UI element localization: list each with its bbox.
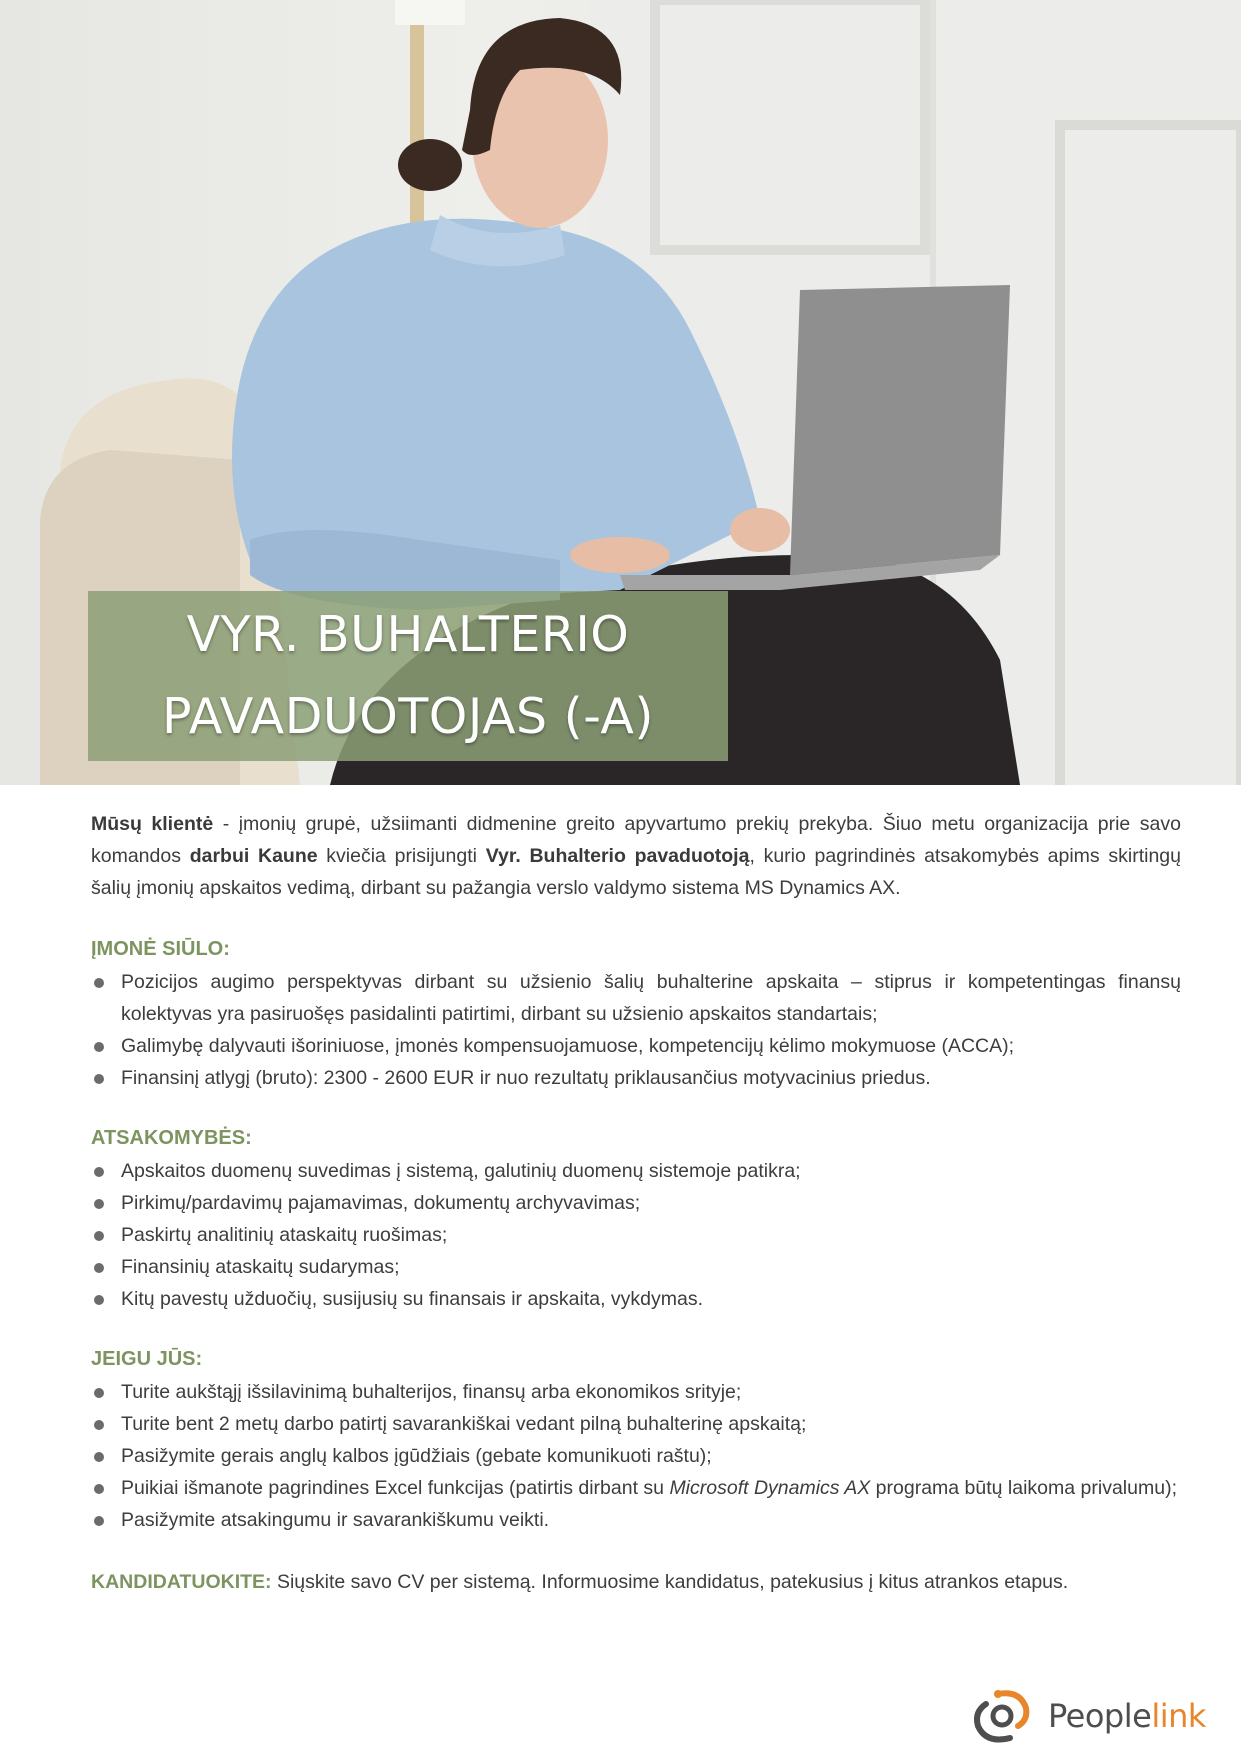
list-item-excel <box>91 1472 1181 1504</box>
excel-text-post: programa būtų laikoma privalumu); <box>870 1477 1177 1499</box>
logo-text-people: People <box>1048 1697 1152 1735</box>
job-title-line1: VYR. BUHALTERIO <box>186 606 630 663</box>
offer-heading: ĮMONĖ SIŪLO: <box>91 938 230 960</box>
list-item: Turite aukštąjį išsilavinimą buhalterijos, finansų arba ekonomikos srityje; <box>91 1376 1181 1408</box>
logo-text-link: link <box>1151 1697 1206 1735</box>
intro-position-bold: Vyr. Buhalterio pavaduotoją <box>485 845 750 867</box>
intro-paragraph <box>91 808 1181 904</box>
peoplelink-logo-icon <box>968 1686 1038 1746</box>
apply-text: Siųskite savo CV per sistemą. Informuosime kandidatus, patekusius į kitus atrankos etapus. <box>271 1571 1069 1593</box>
offer-list <box>91 966 1181 1094</box>
intro-client-bold: Mūsų klientė <box>91 813 214 835</box>
job-title-box <box>88 591 728 761</box>
duties-heading: ATSAKOMYBĖS: <box>91 1127 252 1149</box>
intro-text-1: - įmonių grupė, užsiimanti didmenine greito apyvartumo prekių prekyba. Šiuo metu organizacija prie savo komandos <box>91 813 1181 867</box>
intro-text-3: , kurio pagrindinės atsakomybės apims skirtingų šalių įmonių apskaitos vedimą, dirbant su pažangia verslo valdymo sistema MS Dynamics AX. <box>91 845 1181 899</box>
apply-label: KANDIDATUOKITE: <box>91 1571 272 1593</box>
list-item: Pirkimų/pardavimų pajamavimas, dokumentų archyvavimas; <box>91 1187 1181 1219</box>
list-item: Pozicijos augimo perspektyvas dirbant su užsienio šalių buhalterine apskaita – stiprus ir kompetentingas finansų kolektyvas yra pasiruošęs pasidalinti patirtimi, dirbant su užsienio apskaitos standartais; <box>91 966 1181 1030</box>
apply-line <box>91 1566 1181 1598</box>
peoplelink-logo <box>968 1686 1208 1746</box>
job-title-line2: PAVADUOTOJAS (-A) <box>161 688 655 745</box>
requirements-list <box>91 1376 1181 1536</box>
list-item: Kitų pavestų užduočių, susijusių su finansais ir apskaita, vykdymas. <box>91 1283 1181 1315</box>
list-item: Finansinį atlygį (bruto): 2300 - 2600 EUR ir nuo rezultatų priklausančius motyvacinius priedus. <box>91 1062 1181 1094</box>
peoplelink-logo-text <box>1048 1696 1206 1736</box>
intro-text-2: kviečia prisijungti <box>317 845 486 867</box>
list-item: Pasižymite gerais anglų kalbos įgūdžiais (gebate komunikuoti raštu); <box>91 1440 1181 1472</box>
list-item: Pasižymite atsakingumu ir savarankiškumu veikti. <box>91 1504 1181 1536</box>
list-item: Paskirtų analitinių ataskaitų ruošimas; <box>91 1219 1181 1251</box>
duties-list <box>91 1155 1181 1315</box>
excel-text-pre: Puikiai išmanote pagrindines Excel funkcijas (patirtis dirbant su <box>121 1477 670 1499</box>
hero-photo <box>0 0 1241 785</box>
list-item: Turite bent 2 metų darbo patirtį savarankiškai vedant pilną buhalterinę apskaitą; <box>91 1408 1181 1440</box>
requirements-heading: JEIGU JŪS: <box>91 1348 203 1370</box>
intro-location-bold: darbui Kaune <box>189 845 318 867</box>
list-item: Finansinių ataskaitų sudarymas; <box>91 1251 1181 1283</box>
list-item: Galimybę dalyvauti išoriniuose, įmonės kompensuojamuose, kompetencijų kėlimo mokymuose (ACCA); <box>91 1030 1181 1062</box>
excel-software-name: Microsoft Dynamics AX <box>669 1477 871 1499</box>
list-item: Apskaitos duomenų suvedimas į sistemą, galutinių duomenų sistemoje patikra; <box>91 1155 1181 1187</box>
job-description <box>91 808 1181 1598</box>
